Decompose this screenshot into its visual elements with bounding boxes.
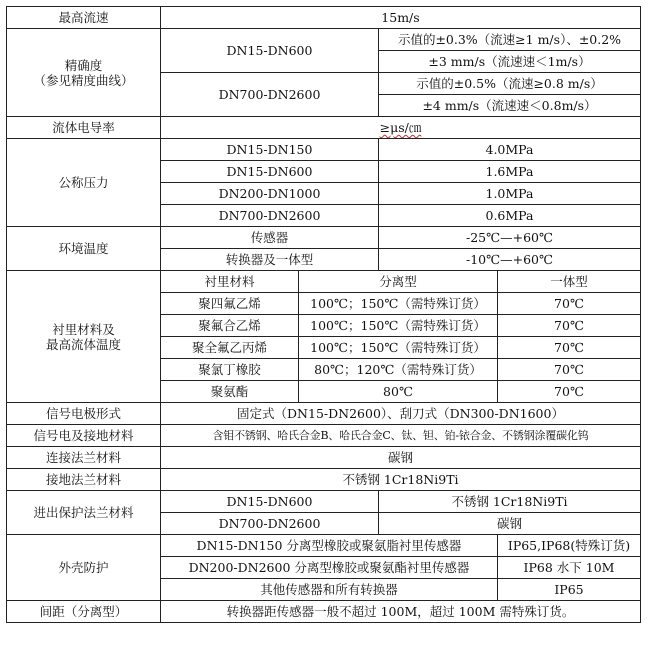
ambient-value: -10℃—+60℃ [379,249,641,271]
enclosure-value: IP68 水下 10M [498,557,641,579]
protect-flange-value: 碳钢 [379,513,641,535]
row-flange-material [7,447,641,469]
row-distance [7,601,641,623]
label-electrode-material: 信号电及接地材料 [7,425,161,447]
label-max-flow-speed: 最高流速 [7,7,161,29]
pressure-size: DN15-DN150 [161,139,379,161]
lining-material: 聚氨酯 [161,381,299,403]
accuracy-size-1: DN700-DN2600 [161,73,379,117]
lining-split: 80℃ [299,381,498,403]
label-accuracy [7,29,161,117]
lining-material: 聚全氟乙丙烯 [161,337,299,359]
lining-header-split: 分离型 [299,271,498,293]
label-protect-flange: 进出保护法兰材料 [7,491,161,535]
lining-integral: 70℃ [498,337,641,359]
lining-split: 100℃；150℃（需特殊订货） [299,337,498,359]
lining-split: 80℃；120℃（需特殊订货） [299,359,498,381]
accuracy-line2-0: ±3 mm/s（流速速＜1m/s） [379,51,641,73]
value-distance: 转换器距传感器一般不超过 100M，超过 100M 需特殊订货。 [161,601,641,623]
row-ambient-1 [7,227,641,249]
pressure-value: 1.0MPa [379,183,641,205]
pressure-value: 0.6MPa [379,205,641,227]
enclosure-value: IP65 [498,579,641,601]
label-enclosure: 外壳防护 [7,535,161,601]
row-max-flow-speed [7,7,641,29]
ambient-value: -25℃—+60℃ [379,227,641,249]
lining-material: 聚氯丁橡胶 [161,359,299,381]
row-pressure-1 [7,139,641,161]
accuracy-line1-1: 示值的±0.5%（流速≥0.8 m/s） [379,73,641,95]
label-lining-line2: 最高流体温度 [45,336,121,352]
accuracy-line2-1: ±4 mm/s（流速速＜0.8m/s） [379,95,641,117]
pressure-value: 4.0MPa [379,139,641,161]
lining-header-material: 衬里材料 [161,271,299,293]
enclosure-value: IP65,IP68(特殊订货) [498,535,641,557]
row-electrode-form [7,403,641,425]
label-lining-line1: 衬里材料及 [52,321,115,337]
label-distance: 间距（分离型） [7,601,161,623]
row-protect-flange-1 [7,491,641,513]
row-electrode-material [7,425,641,447]
enclosure-desc: DN15-DN150 分离型橡胶或聚氨脂衬里传感器 [161,535,498,557]
pressure-size: DN700-DN2600 [161,205,379,227]
value-flange-material: 碳钢 [161,447,641,469]
label-conductivity: 流体电导率 [7,117,161,139]
label-flange-material: 连接法兰材料 [7,447,161,469]
value-max-flow-speed: 15m/s [161,7,641,29]
lining-integral: 70℃ [498,359,641,381]
lining-split: 100℃；150℃（需特殊订货） [299,293,498,315]
row-enclosure-1 [7,535,641,557]
lining-integral: 70℃ [498,315,641,337]
enclosure-desc: 其他传感器和所有转换器 [161,579,498,601]
ambient-item: 传感器 [161,227,379,249]
lining-integral: 70℃ [498,293,641,315]
ambient-item: 转换器及一体型 [161,249,379,271]
enclosure-desc: DN200-DN2600 分离型橡胶或聚氨酯衬里传感器 [161,557,498,579]
pressure-value: 1.6MPa [379,161,641,183]
lining-material: 聚四氟乙烯 [161,293,299,315]
label-ambient-temp: 环境温度 [7,227,161,271]
row-lining-header [7,271,641,293]
spec-table [6,6,641,623]
lining-split: 100℃；150℃（需特殊订货） [299,315,498,337]
accuracy-size-0: DN15-DN600 [161,29,379,73]
value-ground-flange: 不锈钢 1Cr18Ni9Ti [161,469,641,491]
value-electrode-form: 固定式（DN15-DN2600）、刮刀式（DN300-DN1600） [161,403,641,425]
label-ground-flange: 接地法兰材料 [7,469,161,491]
pressure-size: DN15-DN600 [161,161,379,183]
pressure-size: DN200-DN1000 [161,183,379,205]
row-conductivity [7,117,641,139]
label-accuracy-line1: 精确度 [64,57,103,73]
lining-header-integral: 一体型 [498,271,641,293]
label-electrode-form: 信号电极形式 [7,403,161,425]
row-ground-flange [7,469,641,491]
label-accuracy-line2: （参见精度曲线） [33,72,134,88]
label-pressure: 公称压力 [7,139,161,227]
value-conductivity-text: ≥μs/㎝ [379,120,422,135]
value-conductivity [161,117,641,139]
label-lining [7,271,161,403]
row-accuracy-1 [7,29,641,51]
accuracy-line1-0: 示值的±0.3%（流速≥1 m/s）、±0.2% [379,29,641,51]
value-electrode-material: 含钼不锈钢、哈氏合金B、哈氏合金C、钛、钽、铂-铱合金、不锈钢涂覆碳化钨 [161,425,641,447]
protect-flange-value: 不锈钢 1Cr18Ni9Ti [379,491,641,513]
lining-integral: 70℃ [498,381,641,403]
protect-flange-size: DN700-DN2600 [161,513,379,535]
protect-flange-size: DN15-DN600 [161,491,379,513]
lining-material: 聚氟合乙烯 [161,315,299,337]
